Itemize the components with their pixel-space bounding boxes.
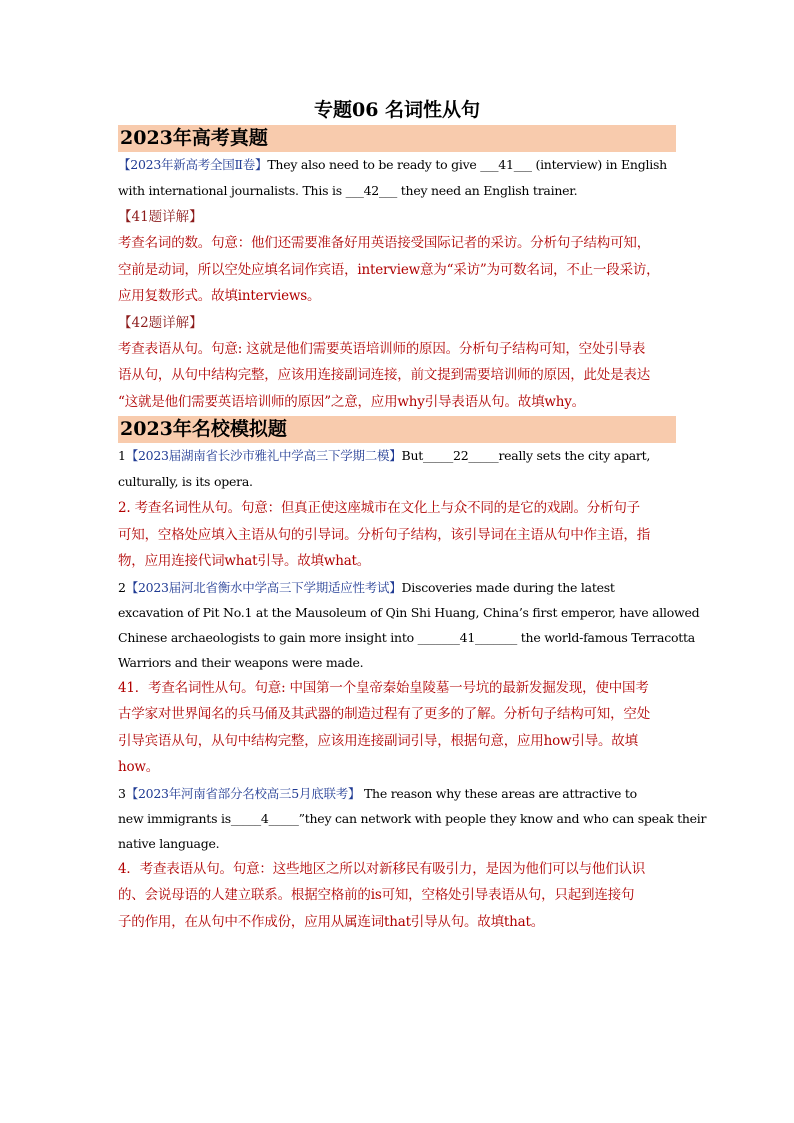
- explanation-line: 考查表语从句。句意: 这就是他们需要英语培训师的原因。分析句子结构可知，空处引导表: [118, 340, 646, 357]
- explanation-line: 4．考查表语从句。句意：这些地区之所以对新移民有吸引力，是因为他们可以与他们认识: [118, 860, 646, 877]
- explanation-line: 考查名词的数。句意：他们还需要准备好用英语接受国际记者的采访。分析句子结构可知，: [118, 235, 650, 251]
- explanation-line: 应用复数形式。故填interviews。: [118, 288, 321, 304]
- explanation-line: 2. 考查名词性从句。句意：但真正使这座城市在文化上与众不同的是它的戏剧。分析句子: [118, 500, 640, 516]
- answer-blank: _______41_______: [417, 629, 518, 645]
- question-line: culturally, is its opera.: [118, 474, 253, 489]
- question-line: 1【2023届湖南省长沙市雅礼中学高三下学期二模】But_____22_____really sets the city apart,: [118, 448, 651, 463]
- source-label: 【2023年新高考全国Ⅱ卷】: [118, 157, 268, 172]
- explanation-line: 子的作用，在从句中不作成份，应用从属连词that引导从句。故填that。: [118, 913, 545, 930]
- source-label: 【2023年河南省部分名校高三5月底联考】: [125, 785, 361, 801]
- question-line: with international journalists. This is ___42___ they need an English trainer.: [118, 183, 578, 198]
- explanation-header: 【42题详解】: [118, 314, 203, 331]
- question-line: 2【2023届河北省衡水中学高三下学期适应性考试】Discoveries made during the latest: [118, 579, 615, 595]
- source-label: 【2023届河北省衡水中学高三下学期适应性考试】: [125, 579, 402, 595]
- explanation-line: 空前是动词，所以空处应填名词作宾语，interview意为“采访”为可数名词，不止一段采访，: [118, 261, 660, 278]
- question-line: Warriors and their weapons were made.: [118, 654, 364, 670]
- source-label: 【2023届湖南省长沙市雅礼中学高三下学期二模】: [125, 448, 402, 463]
- question-line: new immigrants is_____4_____”they can network with people they know and who can speak their: [118, 810, 707, 826]
- explanation-line: 物，应用连接代词what引导。故填what。: [118, 553, 371, 569]
- answer-blank: _____4_____: [230, 810, 299, 826]
- explanation-line: 的、会说母语的人建立联系。根据空格前的is可知，空格处引导表语从句，只起到连接句: [118, 887, 635, 903]
- explanation-line: how。: [118, 759, 160, 775]
- explanation-line: 语从句，从句中结构完整，应该用连接副词连接，前文提到需要培训师的原因，此处是表达: [118, 367, 650, 383]
- answer-blank: ___41___: [480, 157, 532, 172]
- page-content: [118, 96, 707, 935]
- question-line: native language.: [118, 835, 220, 851]
- explanation-line: 可知，空格处应填入主语从句的引导词。分析句子结构，该引导词在主语从句中作主语，指: [118, 526, 650, 543]
- page-title: 专题06 名词性从句: [313, 99, 481, 121]
- question-line: excavation of Pit No.1 at the Mausoleum of Qin Shi Huang, China’s first emperor, have allowed: [118, 604, 700, 620]
- question-line: Chinese archaeologists to gain more insight into _______41_______ the world-famous Terracotta: [118, 629, 695, 645]
- section-heading-mock: 2023年名校模拟题: [118, 416, 676, 443]
- explanation-line: “这就是他们需要英语培训师的原因”之意，应用why引导表语从句。故填why。: [118, 393, 585, 410]
- answer-blank: ___42___: [345, 183, 398, 198]
- explanation-line: 41．考查名词性从句。句意: 中国第一个皇帝秦始皇陵墓一号坑的最新发掘发现，使中国考: [118, 679, 649, 696]
- explanation-line: 古学家对世界闻名的兵马俑及其武器的制造过程有了更多的了解。分析句子结构可知，空处: [118, 706, 650, 722]
- question-line: 3【2023年河南省部分名校高三5月底联考】 The reason why these areas are attractive to: [118, 785, 637, 801]
- explanation-line: 引导宾语从句，从句中结构完整，应该用连接副词引导，根据句意，应用how引导。故填: [118, 732, 638, 749]
- explanation-header: 【41题详解】: [118, 209, 203, 225]
- answer-blank: _____22_____: [423, 448, 499, 463]
- question-line: 【2023年新高考全国Ⅱ卷】They also need to be ready to give ___41___ (interview) in English: [118, 157, 667, 172]
- section-heading-gaokao: 2023年高考真题: [118, 125, 676, 152]
